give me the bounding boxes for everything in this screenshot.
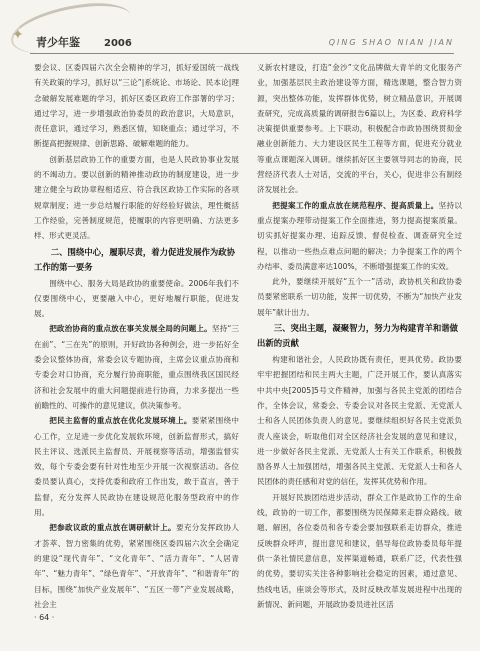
yearbook-year: 2006 bbox=[104, 38, 132, 49]
paragraph-text: 开展好民族团结进步活动，群众工作是政协工作的生命线，政协的一切工作，都要围绕为民保障来走群众路线。破题、解困，各位委员和各专委会要加强联系走访群众，推进反映群众呼声，提出意见和建议，倡导每位政协委员每年提供一条社情民意信息，发挥渠道畅通，联系广泛，代表性强的优势，要切实关注各种影响社会稳定的因素，通过意见、热线电话，座谈会等形式，及时反映改革发展进程中出现的新情况、新问题，开展政协委员进社区活 bbox=[257, 492, 462, 609]
paragraph-text: 坚持以重点提案办理带动提案工作全面推进，努力提高提案质量。切实抓好提案办理、追踪反馈、督促检查、调查研究全过程，以推动一些热点难点问题的解决；力争提案工作的两个办结率、委员满意率达100%，不断增强提案工作的实效。 bbox=[257, 200, 463, 271]
body-paragraph bbox=[34, 152, 239, 244]
paragraph-text: 要会议、区委四届六次全会精神的学习，抓好爱国统一战线有关政策的学习，抓好以“三论”|系统论、市场论、民本论|理念破解发展难题的学习，抓好区委区政府工作部署的学习；通过学习，进一步增强政治协委员的政治意识，大局意识，责任意识，通过学习，熟悉区情，知晓重点；通过学习，不断提高把握规律、创新思路、破解难题的能力。 bbox=[34, 63, 239, 149]
yearbook-logo-text: 青少年鉴 bbox=[36, 36, 80, 49]
header-rule bbox=[30, 53, 454, 54]
paragraph-text: 义新农村建设，打造“金沙”文化品牌做大青羊的文化服务产业，加强基层民主政治建设等方面，精选课题，整合智力资源，突出整体功能，发挥群体优势，树立精品意识，开展调查研究，完成高质量的调研报告6篇以上，为区委、政府科学决策提供重要参考。上下联动，积极配合市政协围绕贯彻金融业创新能力、大力建设区民生工程等方面，促进充分就业等重点课题深入调研。继续抓好区主要领导同志的协商，民营经济代表人士对话，交流的平台，关心，促进非公有制经济发展社会。 bbox=[257, 63, 462, 195]
body-paragraph bbox=[34, 60, 239, 152]
header-pinyin-title: QING SHAO NIAN JIAN bbox=[328, 38, 454, 47]
section-heading: 二、围绕中心，履职尽责，着力促进发展作为政协工作的第一要务 bbox=[34, 246, 236, 272]
right-text-column bbox=[257, 60, 462, 612]
paragraph-lead: 把提案工作的重点放在规范程序、提高质量上。 bbox=[272, 200, 439, 210]
paragraph-text: 创新基层政协工作的重要方面，也是人民政协事业发展的不竭动力。要以创新的精神推动政协的制度建设，进一步建立健全与政协章程相适应、符合我区政协工作实际的各项规章制度；进一步总结履行职能的好经验好做法，理性概括工作经验，完善制度规范，使履职的内容更明确、方法更多样、形式更灵活。 bbox=[34, 154, 239, 241]
header-swoosh-decoration bbox=[7, 0, 134, 59]
paragraph-text: 此外，要继续开展好“五个一”活动，政协机关和政协委员要紧密联系一切功能，发挥一切优势，不断为“加快产业发展年”献计出力。 bbox=[257, 277, 462, 317]
body-paragraph bbox=[257, 490, 462, 612]
body-paragraph bbox=[34, 520, 239, 612]
paragraph-lead: 把参政议政的重点放在调研献计上。 bbox=[49, 523, 176, 533]
paragraph-text: 坚持“三在前”、“三在先”的原则，开好政协各种例会，进一步拓好全委会议整体协商，常委会议专题协商，主席会议重点协商和专委会对口协商，充分履行协商职能，重点围绕我区国民经济和社会发展中的重大问题提前进行协商，力求多提出一些前瞻性的、可操作的意见建议，供决策参考。 bbox=[34, 324, 239, 410]
body-paragraph bbox=[34, 413, 239, 520]
paragraph-lead: 把政治协商的重点放在事关发展全局的问题上。 bbox=[49, 324, 212, 334]
star-logo-icon: ✦ bbox=[12, 27, 24, 43]
body-paragraph bbox=[34, 321, 239, 413]
body-paragraph bbox=[257, 352, 462, 490]
paragraph-text: 围绕中心、服务大局是政协的重要使命。2006年我们不仅要围绕中心，更要融入中心，更好地履行职能，促进发展。 bbox=[34, 278, 239, 319]
paragraph-text: 构建和谐社会，人民政协既有责任，更具优势。政协要牢牢把握团结和民主两大主题，广泛开展工作，要认真落实中共中央[2005]5号文件精神，加强与各民主党派的团结合作，全体会议，常委会、专委会议对各民主党派、无党派人士和各人民团体负责人的意见。要继续组织好各民主党派负责人座谈会，听取他们对全区经济社会发展的意见和建议，进一步做好各民主党派、无党派人士有关工作联系，积极鼓励各界人士加强团结，增强各民主党派、无党派人士和各人民团体的责任感和对党的信任，发挥其优势和作用。 bbox=[257, 355, 462, 487]
body-paragraph bbox=[257, 60, 462, 198]
section-heading: 三、突出主题，凝聚智力，努力为构建青羊和谐做出新的贡献 bbox=[257, 323, 459, 349]
paragraph-text: 要紧紧围绕中心工作，立足进一步优化发展软环境，创新监督形式，搞好民主评议、选派民主监督员、开展视察等活动，增强监督实效，每个专委会要有针对性地至少开展一次视察活动。各位委员要认真心，支持优委和政府工作出发，敢于直言，善于监督，充分发挥人民政协在建设规范化服务型政府中的作用。 bbox=[34, 416, 240, 518]
body-paragraph bbox=[34, 276, 239, 322]
page-number: · 64 · bbox=[34, 613, 55, 622]
body-paragraph bbox=[257, 198, 462, 274]
paragraph-lead: 把民主监督的重点放在优化发展环境上。 bbox=[49, 416, 192, 426]
page-header bbox=[0, 0, 480, 58]
paragraph-text: 要充分发挥政协人才荟萃、智力密集的优势，紧紧围绕区委四届六次全会确定的建设“现代青年”、“文化青年”、“活力青年”、“人居青年”、“魅力青年”、“绿色青年”、“开放青年”、“和谐青年”的目标，围绕“加快产业发展年”、“五区一带”产业发展战略，社会主 bbox=[34, 523, 240, 609]
body-paragraph bbox=[257, 274, 462, 320]
left-text-column bbox=[34, 60, 239, 612]
